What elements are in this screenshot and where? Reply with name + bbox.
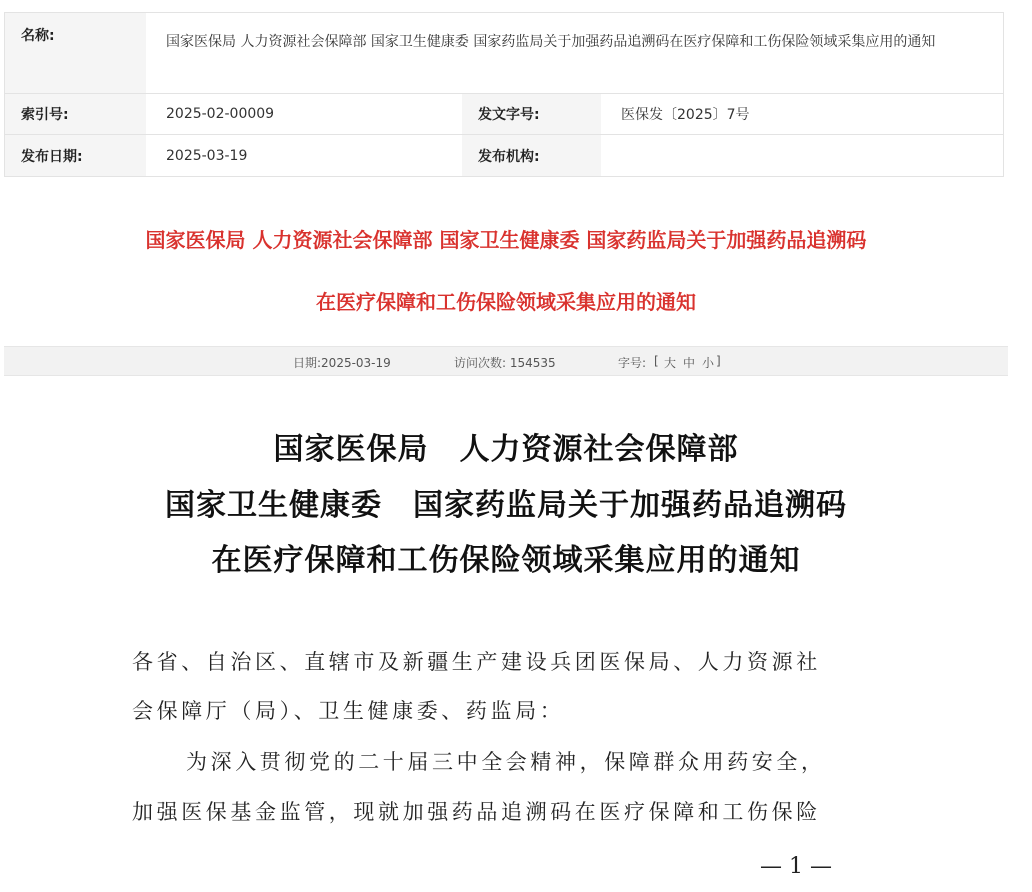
- org-value: [601, 135, 1003, 176]
- metadata-row-date: [5, 135, 1003, 176]
- visit-count: 访问次数: 154535: [454, 356, 556, 370]
- article-heading-line2: 在医疗保障和工伤保险领域采集应用的通知: [316, 290, 696, 314]
- publish-date: 日期:2025-03-19: [293, 356, 391, 370]
- date-value: 2025-03-19: [166, 147, 248, 164]
- font-size-bracket-open: [: [654, 354, 659, 368]
- index-label: 索引号:: [5, 94, 146, 134]
- body-paragraph-line1: 为深入贯彻党的二十届三中全会精神，保障群众用药安全，: [186, 750, 826, 774]
- document-title-line2: 国家卫生健康委 国家药监局关于加强药品追溯码: [165, 488, 847, 523]
- font-size-large-button[interactable]: 大: [664, 356, 677, 370]
- document-title-line3: 在医疗保障和工伤保险领域采集应用的通知: [211, 543, 801, 578]
- metadata-row-name: [5, 13, 1003, 94]
- font-size-bracket-close: ]: [716, 354, 721, 368]
- metadata-table: [4, 12, 1004, 177]
- body-paragraph-line2: 加强医保基金监管，现就加强药品追溯码在医疗保障和工伤保险: [132, 800, 821, 824]
- font-size-label: 字号:: [618, 356, 647, 370]
- name-value: [146, 13, 1003, 93]
- font-size-small-button[interactable]: 小: [702, 356, 715, 370]
- org-label: 发布机构:: [462, 135, 601, 176]
- docno-value: 医保发〔2025〕7号: [621, 107, 750, 123]
- salutation-line1: 各省、自治区、直辖市及新疆生产建设兵团医保局、人力资源社: [132, 650, 821, 674]
- page-number: — 1 —: [760, 854, 832, 879]
- article-info-bar: [4, 346, 1008, 376]
- document-title-line1: 国家医保局 人力资源社会保障部: [273, 432, 739, 467]
- name-value-line2: 的通知: [893, 34, 936, 50]
- name-label: 名称:: [5, 13, 146, 93]
- date-label: 发布日期:: [5, 135, 146, 176]
- font-size-medium-button[interactable]: 中: [683, 356, 696, 370]
- name-value-line1: 国家医保局 人力资源社会保障部 国家卫生健康委 国家药监局关于加强药品追溯码在医疗保障和工伤保险领域采集应用: [166, 34, 894, 50]
- metadata-row-index: [5, 94, 1003, 135]
- index-value: 2025-02-00009: [166, 106, 275, 122]
- docno-label: 发文字号:: [462, 94, 601, 134]
- article-heading-line1: 国家医保局 人力资源社会保障部 国家卫生健康委 国家药监局关于加强药品追溯码: [145, 228, 867, 252]
- salutation-line2: 会保障厅（局）、卫生健康委、药监局：: [132, 699, 565, 723]
